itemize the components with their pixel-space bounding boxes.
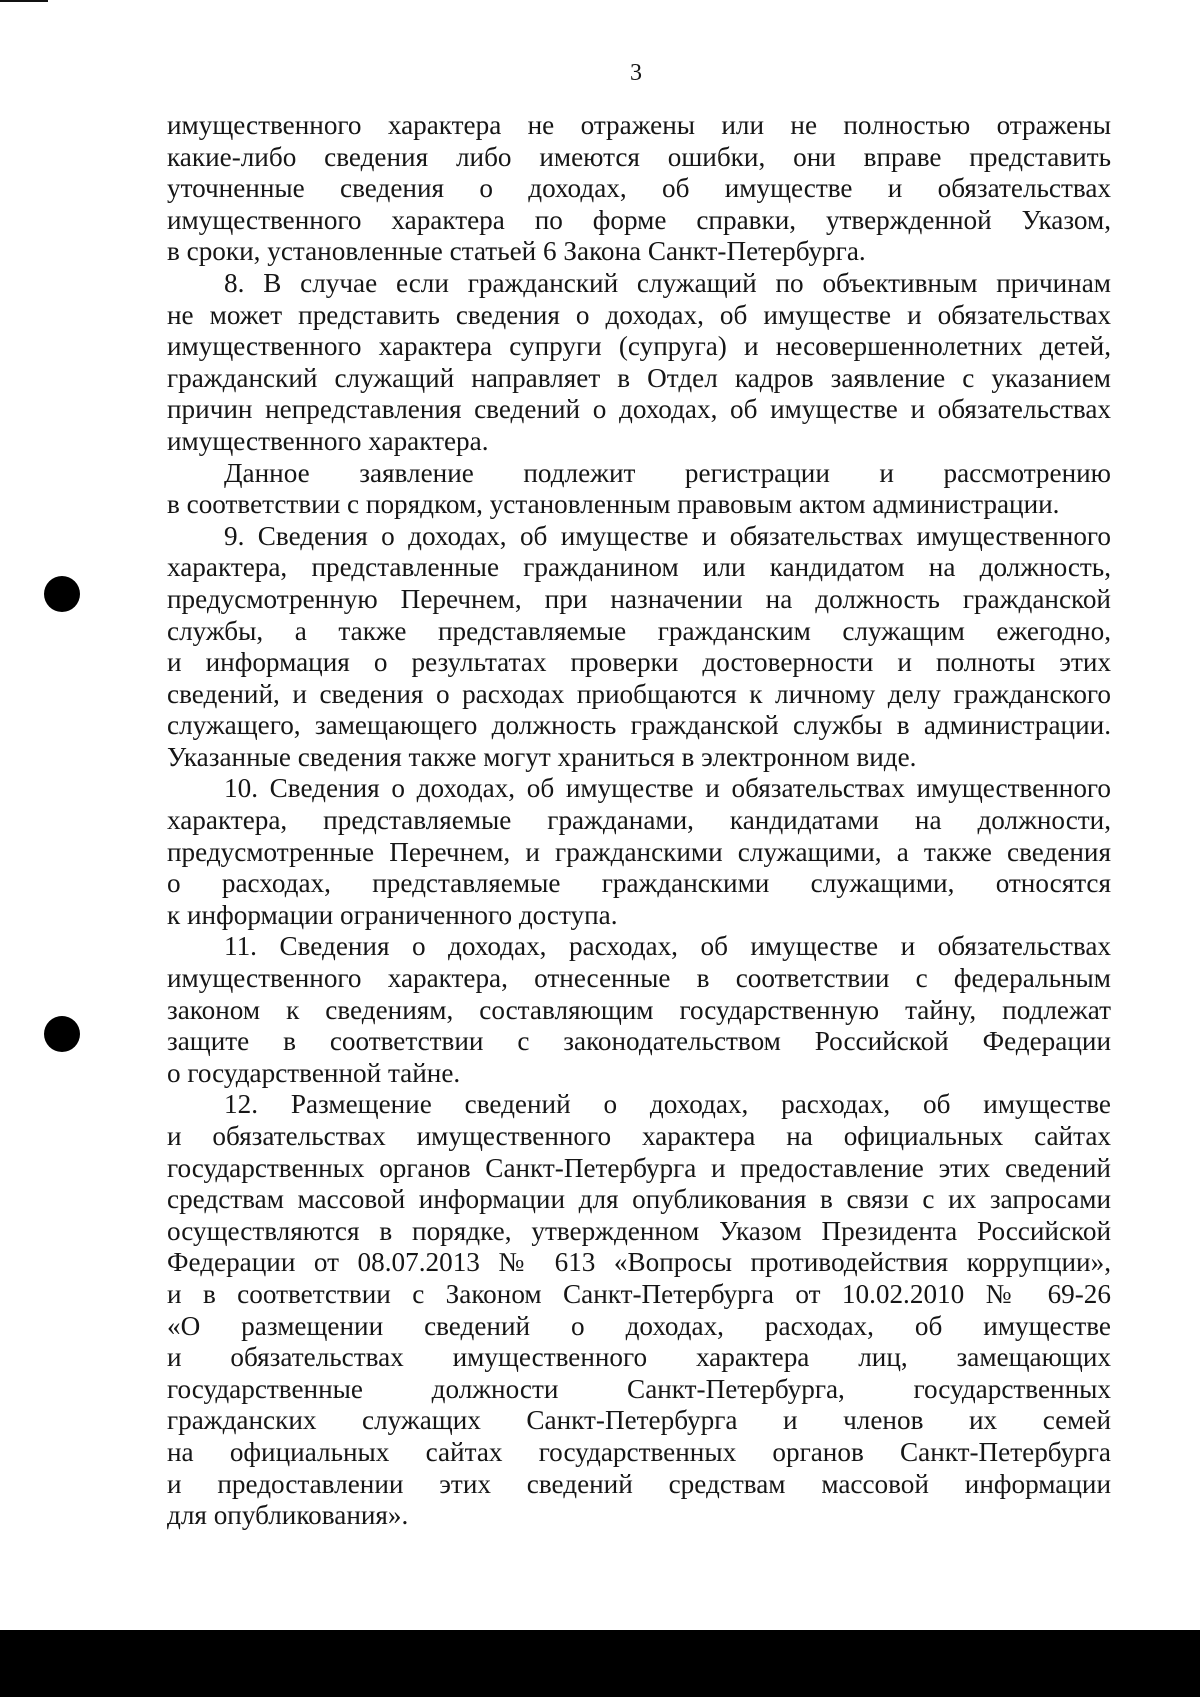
text-line: и обязательствах имущественного характера на официальных сайтах	[167, 1121, 1111, 1151]
text-line: к информации ограниченного доступа.	[167, 899, 618, 930]
text-line: имущественного характера супруги (супруга) и несовершеннолетних детей,	[167, 331, 1111, 362]
text-line: на официальных сайтах государственных органов Санкт-Петербурга	[167, 1436, 1111, 1467]
text-line: 8. В случае если гражданский служащий по объективным причинам	[224, 267, 1111, 298]
text-line: 12. Размещение сведений о доходах, расходах, об имуществе	[224, 1089, 1111, 1120]
text-line: сведений, и сведения о расходах приобщаются к личному делу гражданского	[167, 678, 1111, 709]
text-line: 10. Сведения о доходах, об имуществе и обязательствах имущественного	[224, 773, 1111, 804]
text-line: Указанные сведения также могут храниться в электронном виде.	[167, 741, 917, 772]
text-line: защите в соответствии с законодательством Российской Федерации	[167, 1026, 1111, 1057]
punch-hole-bottom	[44, 1016, 80, 1052]
text-line: Данное заявление подлежит регистрации и рассмотрению	[224, 457, 1111, 488]
text-line: для опубликования».	[167, 1500, 409, 1531]
text-line: службы, а также представляемые гражданским служащим ежегодно,	[167, 615, 1111, 646]
text-line: о расходах, представляемые гражданскими служащими, относятся	[167, 868, 1111, 899]
text-line: 11. Сведения о доходах, расходах, об имуществе и обязательствах	[224, 931, 1111, 962]
text-line: имущественного характера не отражены или не полностью отражены	[167, 110, 1111, 140]
scan-bottom-border	[0, 1630, 1200, 1697]
punch-hole-top	[44, 576, 80, 612]
text-line: «О размещении сведений о доходах, расходах, об имуществе	[167, 1310, 1111, 1341]
text-line: какие-либо сведения либо имеются ошибки, они вправе представить	[167, 141, 1111, 172]
text-line: и обязательствах имущественного характера лиц, замещающих	[167, 1342, 1111, 1373]
text-line: уточненные сведения о доходах, об имуществе и обязательствах	[167, 173, 1111, 204]
text-line: имущественного характера, отнесенные в соответствии с федеральным	[167, 963, 1111, 994]
document-body	[167, 110, 1111, 1532]
scan-corner-mark	[0, 0, 48, 2]
text-line: в сроки, установленные статьей 6 Закона Санкт-Петербурга.	[167, 236, 866, 267]
text-line: и предоставлении этих сведений средствам массовой информации	[167, 1468, 1111, 1499]
text-line: о государственной тайне.	[167, 1057, 461, 1088]
text-line: осуществляются в порядке, утвержденном Указом Президента Российской	[167, 1215, 1111, 1246]
text-line: предусмотренные Перечнем, и гражданскими служащими, а также сведения	[167, 836, 1111, 867]
text-line: характера, представленные гражданином или кандидатом на должность,	[167, 552, 1111, 583]
text-line: характера, представляемые гражданами, кандидатами на должности,	[167, 805, 1111, 836]
text-line: законом к сведениям, составляющим государственную тайну, подлежат	[167, 994, 1111, 1025]
text-line: Федерации от 08.07.2013 № 613 «Вопросы противодействия коррупции»,	[167, 1247, 1111, 1278]
text-line: гражданский служащий направляет в Отдел кадров заявление с указанием	[167, 362, 1111, 393]
text-line: имущественного характера.	[167, 425, 489, 456]
text-line: гражданских служащих Санкт-Петербурга и членов их семей	[167, 1405, 1111, 1436]
page-number: 3	[630, 60, 642, 86]
text-line: 9. Сведения о доходах, об имуществе и обязательствах имущественного	[224, 520, 1111, 551]
text-line: служащего, замещающего должность гражданской службы в администрации.	[167, 710, 1111, 741]
text-line: не может представить сведения о доходах, об имуществе и обязательствах	[167, 299, 1111, 330]
text-line: предусмотренную Перечнем, при назначении на должность гражданской	[167, 583, 1111, 614]
text-line: и информация о результатах проверки достоверности и полноты этих	[167, 647, 1111, 678]
text-line: причин непредставления сведений о доходах, об имуществе и обязательствах	[167, 394, 1111, 425]
text-line: государственных органов Санкт-Петербурга и предоставление этих сведений	[167, 1152, 1111, 1183]
text-line: и в соответствии с Законом Санкт-Петербурга от 10.02.2010 № 69-26	[167, 1278, 1111, 1309]
text-line: имущественного характера по форме справки, утвержденной Указом,	[167, 204, 1111, 235]
text-line: средствам массовой информации для опубликования в связи с их запросами	[167, 1184, 1111, 1215]
text-line: государственные должности Санкт-Петербурга, государственных	[167, 1373, 1111, 1404]
text-line: в соответствии с порядком, установленным правовым актом администрации.	[167, 489, 1060, 520]
